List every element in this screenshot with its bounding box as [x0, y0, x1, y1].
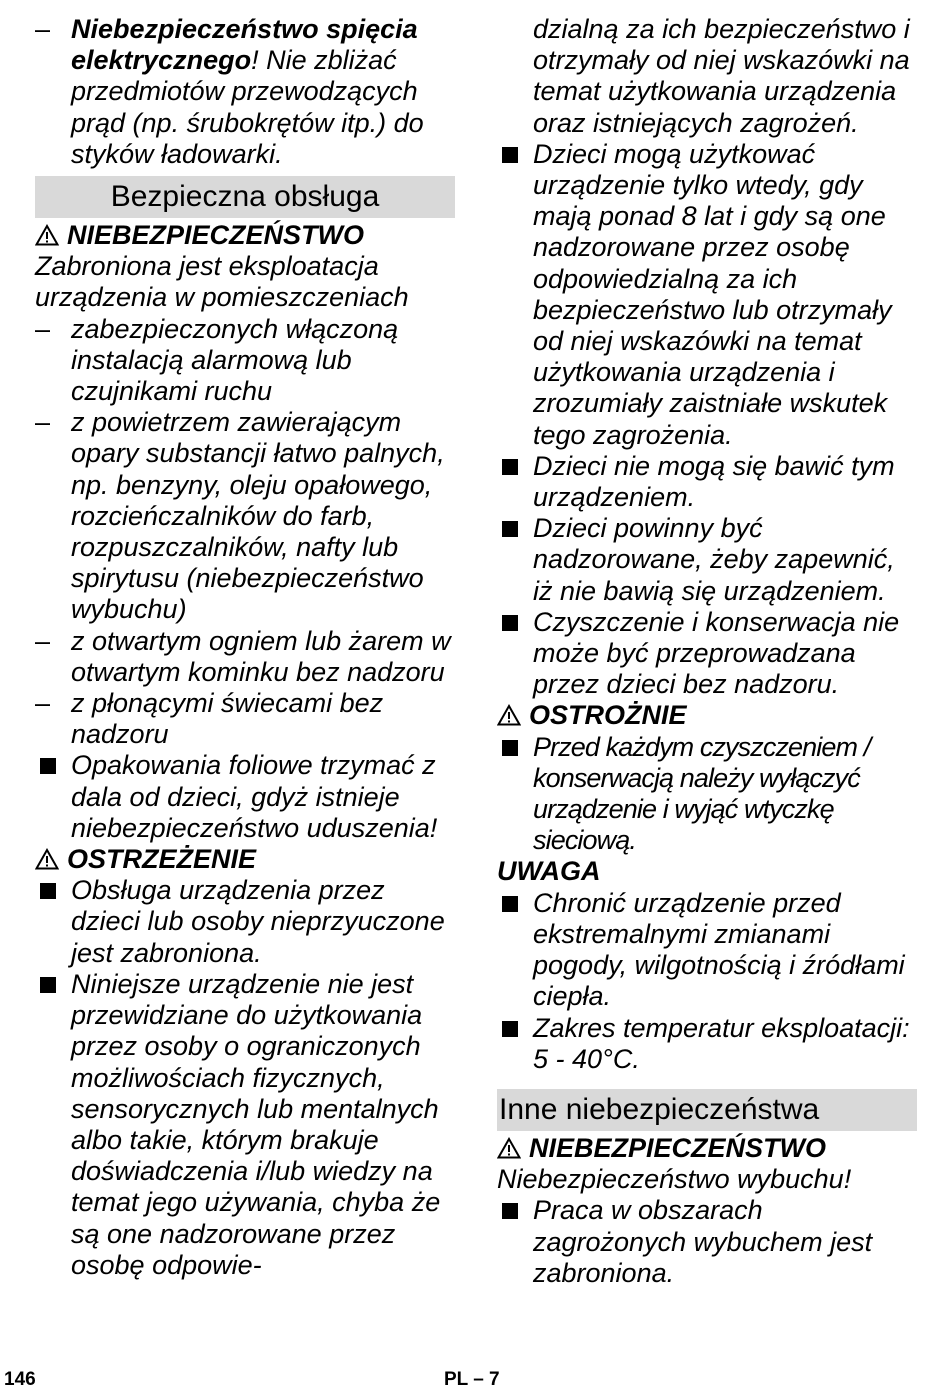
dash-marker: – — [35, 625, 51, 656]
bullet-item-temperature: Zakres temperatur eksploatacji: 5 - 40°C. — [497, 1013, 917, 1075]
right-column — [497, 14, 917, 1289]
bullet-item-untrained: Obsługa urządzenia przez dzieci lub osoby nieprzyuczone jest zabroniona. — [35, 875, 455, 969]
square-bullet-icon — [502, 459, 518, 475]
dash-marker: – — [35, 688, 51, 719]
square-bullet-icon — [502, 521, 518, 537]
square-bullet-icon — [502, 615, 518, 631]
bullet-item-no-play: Dzieci nie mogą się bawić tym urządzeniem. — [497, 451, 917, 513]
square-bullet-icon — [502, 147, 518, 163]
dash-marker: – — [35, 407, 51, 438]
bullet-item-weather: Chronić urządzenie przed ekstremalnymi zmianami pogody, wilgotnością i źródłami ciepła. — [497, 888, 917, 1013]
dash-marker: – — [35, 14, 51, 44]
bullet-item-explosive-areas: Praca w obszarach zagrożonych wybuchem jest zabroniona. — [497, 1195, 917, 1289]
electric-hazard-title: Niebezpieczeństwo spięcia elektrycznego — [71, 14, 418, 76]
square-bullet-icon — [502, 740, 518, 756]
caution-label: OSTROŻNIE — [497, 700, 917, 731]
bullet-continuation: dzialną za ich bezpieczeństwo i otrzymały od niej wskazówki na temat użytkowania urządzenia oraz istniejących zagrożeń. — [533, 14, 910, 138]
square-bullet-icon — [502, 896, 518, 912]
dash-item-fire: – z otwartym ogniem lub żarem w otwartym kominku bez nadzoru — [35, 625, 451, 687]
bullet-item-supervised: Dzieci powinny być nadzorowane, żeby zapewnić, iż nie bawią się urządzeniem. — [497, 513, 917, 607]
dash-marker: – — [35, 313, 51, 344]
dash-item-alarm: – zabezpieczonych włączoną instalacją alarmową lub czujnikami ruchu — [35, 313, 399, 407]
square-bullet-icon — [502, 1021, 518, 1037]
electric-hazard-text: ! Nie zbliżać przedmiotów przewodzących prąd (np. śrubokrętów itp.) do styków ładowarki. — [71, 45, 424, 169]
danger-label: NIEBEZPIECZEŃSTWO — [35, 220, 455, 251]
danger-label-2: NIEBEZPIECZEŃSTWO — [497, 1133, 917, 1164]
left-column — [35, 14, 455, 1281]
square-bullet-icon — [40, 758, 56, 774]
warning-triangle-icon — [35, 848, 59, 870]
warning-triangle-icon — [497, 1137, 521, 1159]
bullet-item-foil: Opakowania foliowe trzymać z dala od dzieci, gdyż istnieje niebezpieczeństwo uduszenia! — [35, 750, 455, 844]
bullet-item-limited-abilities: Niniejsze urządzenie nie jest przewidziane do użytkowania przez osoby o ograniczonych możliwościach fizycznych, sensorycznych lub mentalnych albo takie, którym brakuje doświadczenia i/lub wiedzy na temat jego używania, chyba że są one nadzorowane przez osobę odpowie- — [35, 969, 455, 1281]
bullet-item-cleaning-children: Czyszczenie i konserwacja nie może być przeprowadzana przez dzieci bez nadzoru. — [497, 607, 917, 701]
language-page-label: PL – 7 — [444, 1369, 500, 1390]
square-bullet-icon — [502, 1203, 518, 1219]
section-heading-other-dangers: Inne niebezpieczeństwa — [497, 1089, 917, 1131]
dash-item-candles: – z płonącymi świecami bez nadzoru — [35, 688, 384, 750]
note-label: UWAGA — [497, 856, 601, 887]
warning-triangle-icon — [497, 704, 521, 726]
intro-text: Zabroniona jest eksploatacja urządzenia w pomieszczeniach — [35, 251, 409, 313]
bullet-item-children-8: Dzieci mogą użytkować urządzenie tylko wtedy, gdy mają ponad 8 lat i gdy są one nadzorowane przez osobę odpowiedzialną za ich bezpieczeństwo lub otrzymały od niej wskazówki na temat użytkowania urządzenia i zrozumiały zaistniałe wskutek tego zagrożenia. — [497, 139, 917, 451]
page-number: 146 — [4, 1369, 36, 1390]
warning-label: OSTRZEŻENIE — [35, 844, 455, 875]
bullet-item-unplug: Przed każdym czyszczeniem / konserwacją należy wyłączyć urządzenie i wyjąć wtyczkę sieciową. — [497, 732, 917, 857]
square-bullet-icon — [40, 883, 56, 899]
dash-item-electric — [35, 14, 455, 170]
section-heading-safe-operation: Bezpieczna obsługa — [35, 176, 455, 218]
explosion-text: Niebezpieczeństwo wybuchu! — [497, 1164, 852, 1195]
square-bullet-icon — [40, 977, 56, 993]
warning-triangle-icon — [35, 224, 59, 246]
dash-item-flammable: – z powietrzem zawierającym opary substancji łatwo palnych, np. benzyny, oleju opałowego, rozcieńczalników do farb, rozpuszczalników, nafty lub spirytusu (niebezpieczeństwo wybuchu) — [35, 407, 445, 625]
